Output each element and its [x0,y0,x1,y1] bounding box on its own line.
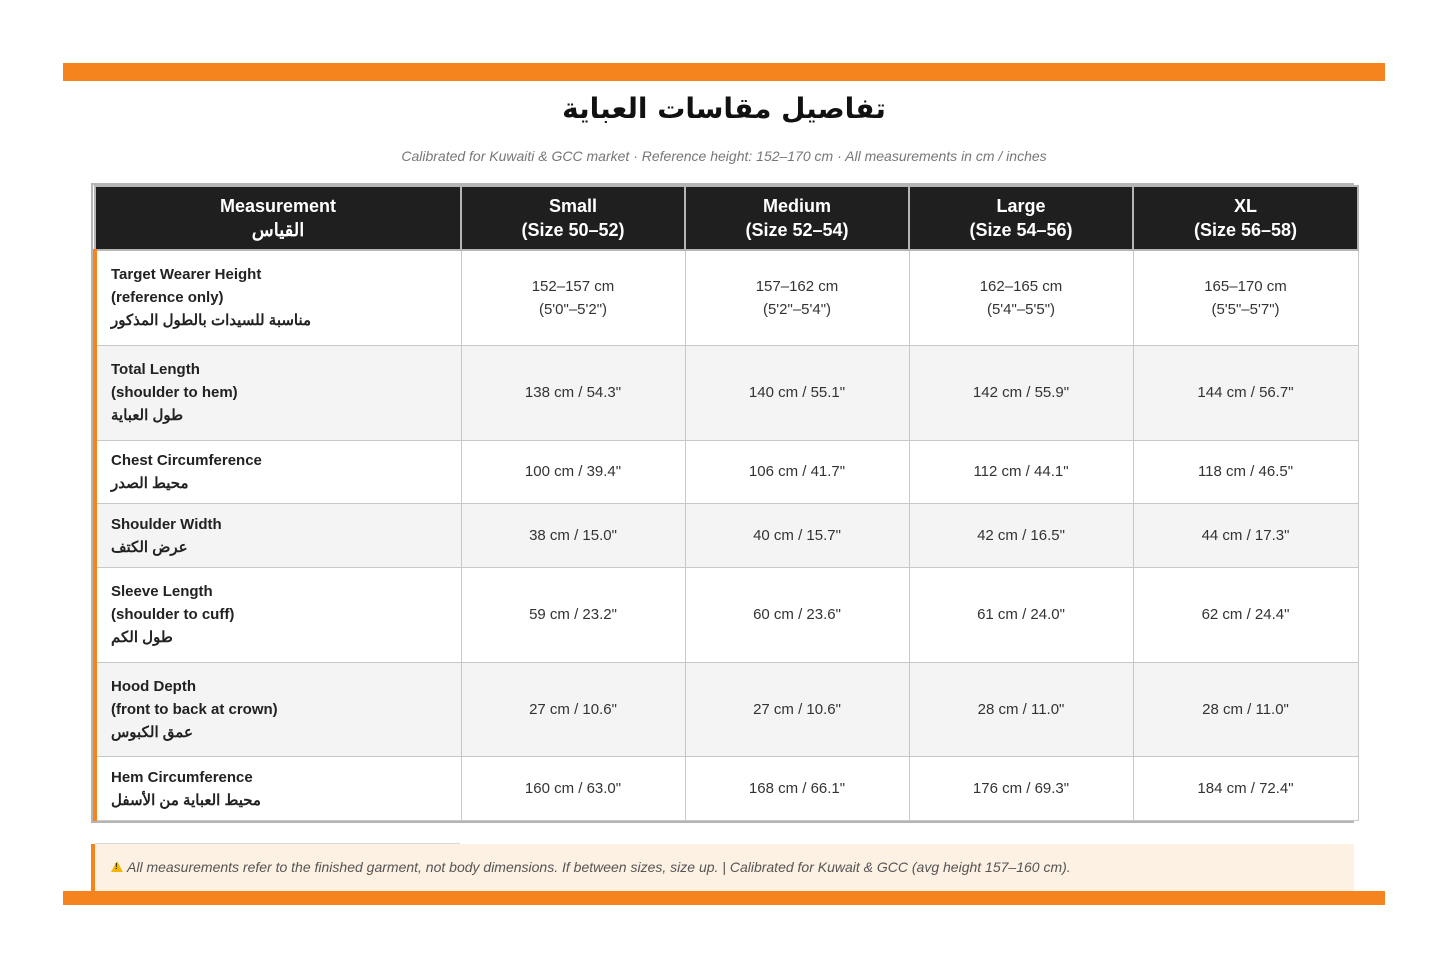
top-accent-bar [63,63,1385,81]
size-value: 160 cm / 63.0" [524,780,622,798]
size-value: 138 cm / 54.3" [524,384,622,402]
size-value-cell [461,662,685,757]
size-value-cell [909,250,1133,345]
size-value: 162–165 cm [979,277,1063,295]
row-label [95,345,461,440]
size-value: 27 cm / 10.6" [753,700,841,718]
size-value: 61 cm / 24.0" [977,606,1065,624]
size-chart-table [91,183,1354,823]
size-value-cell [909,345,1133,440]
size-value: 38 cm / 15.0" [529,527,617,545]
size-value: 106 cm / 41.7" [748,463,846,481]
row-label-line: طول الكم [111,629,173,647]
column-header-small: Small (Size 50–52) [461,186,685,250]
footer-note [91,844,1354,891]
size-value: 28 cm / 11.0" [977,700,1065,718]
row-label [95,440,461,504]
row-label-line: محيط الصدر [111,474,189,492]
table-row [95,250,1358,345]
size-value-cell [685,662,909,757]
bottom-accent-bar [63,891,1385,905]
size-value: 59 cm / 23.2" [529,606,617,624]
row-label-line: (shoulder to hem) [111,384,238,402]
column-header-measurement: Measurement القياس [95,186,461,250]
size-value-cell [685,757,909,821]
table-header-row [95,186,1358,250]
size-value-cell [909,757,1133,821]
size-value: 140 cm / 55.1" [748,384,846,402]
page-title: تفاصيل مقاسات العباية [562,92,886,125]
size-value: (5'2"–5'4") [762,300,832,318]
row-label-line: Chest Circumference [111,451,262,469]
column-header-large: Large (Size 54–56) [909,186,1133,250]
row-label [95,662,461,757]
size-value-cell [909,662,1133,757]
table-row [95,757,1358,821]
row-label-line: مناسبة للسيدات بالطول المذكور [111,312,312,330]
size-value: 157–162 cm [755,277,839,295]
size-value-cell [461,567,685,662]
size-value-cell [685,250,909,345]
row-label-line: Sleeve Length [111,583,213,601]
row-label-line: محيط العباية من الأسفل [111,791,261,809]
size-value: 118 cm / 46.5" [1197,463,1294,481]
size-value: 165–170 cm [1204,277,1287,295]
row-label-line: طول العباية [111,407,184,425]
size-value: 40 cm / 15.7" [753,527,841,545]
table-body [95,250,1358,821]
size-value: 144 cm / 56.7" [1197,384,1294,402]
size-value-cell [909,567,1133,662]
size-value: 27 cm / 10.6" [529,700,617,718]
size-value: 168 cm / 66.1" [748,780,846,798]
size-value: 152–157 cm [531,277,615,295]
size-value-cell [685,345,909,440]
row-label-line: Shoulder Width [111,515,222,533]
size-value-cell [461,250,685,345]
row-label [95,504,461,568]
size-value-cell [685,504,909,568]
row-label-line: (shoulder to cuff) [111,606,235,624]
size-value-cell [461,504,685,568]
row-label-line: (front to back at crown) [111,700,278,718]
size-value-cell [1133,504,1358,568]
size-value: 28 cm / 11.0" [1202,700,1289,718]
size-value: (5'0"–5'2") [538,300,608,318]
table-row [95,345,1358,440]
row-label-line: Target Wearer Height [111,266,262,284]
size-value-cell [461,440,685,504]
size-value-cell [685,567,909,662]
row-label [95,567,461,662]
size-value-cell [461,757,685,821]
row-label-line: Total Length [111,361,200,379]
size-value: 60 cm / 23.6" [753,606,841,624]
column-header-xl: XL (Size 56–58) [1133,186,1358,250]
size-value-cell [909,440,1133,504]
size-value: 42 cm / 16.5" [977,527,1065,545]
size-value-cell [461,345,685,440]
size-value: 176 cm / 69.3" [972,780,1070,798]
size-value: 62 cm / 24.4" [1201,606,1290,624]
column-header-medium: Medium (Size 52–54) [685,186,909,250]
row-label-line: عمق الكبوس [111,723,193,741]
size-value: 184 cm / 72.4" [1197,780,1294,798]
table-row [95,440,1358,504]
size-value-cell [1133,757,1358,821]
row-label [95,250,461,345]
page-subtitle: Calibrated for Kuwaiti & GCC market · Reference height: 152–170 cm · All measurements in cm / inches [401,148,1047,164]
size-value: 100 cm / 39.4" [524,463,622,481]
size-value: 44 cm / 17.3" [1201,527,1290,545]
size-value: (5'4"–5'5") [986,300,1056,318]
size-value-cell [909,504,1133,568]
table-row [95,567,1358,662]
row-label [95,757,461,821]
size-value-cell [1133,250,1358,345]
table-row [95,504,1358,568]
size-value: 142 cm / 55.9" [972,384,1070,402]
size-value-cell [1133,440,1358,504]
row-label-line: (reference only) [111,289,224,307]
size-value: (5'5"–5'7") [1211,300,1280,318]
row-label-line: Hem Circumference [111,768,253,786]
table-row [95,662,1358,757]
size-value-cell [685,440,909,504]
size-value-cell [1133,662,1358,757]
row-label-line: Hood Depth [111,677,196,695]
size-value: 112 cm / 44.1" [973,463,1069,481]
warning-icon [111,861,123,872]
footer-note-text: All measurements refer to the finished garment, not body dimensions. If between sizes, size up. | Calibrated for Kuwait & GCC (avg height 157–160 cm). [127,859,1071,875]
row-label-line: عرض الكتف [111,538,188,556]
size-value-cell [1133,345,1358,440]
size-value-cell [1133,567,1358,662]
